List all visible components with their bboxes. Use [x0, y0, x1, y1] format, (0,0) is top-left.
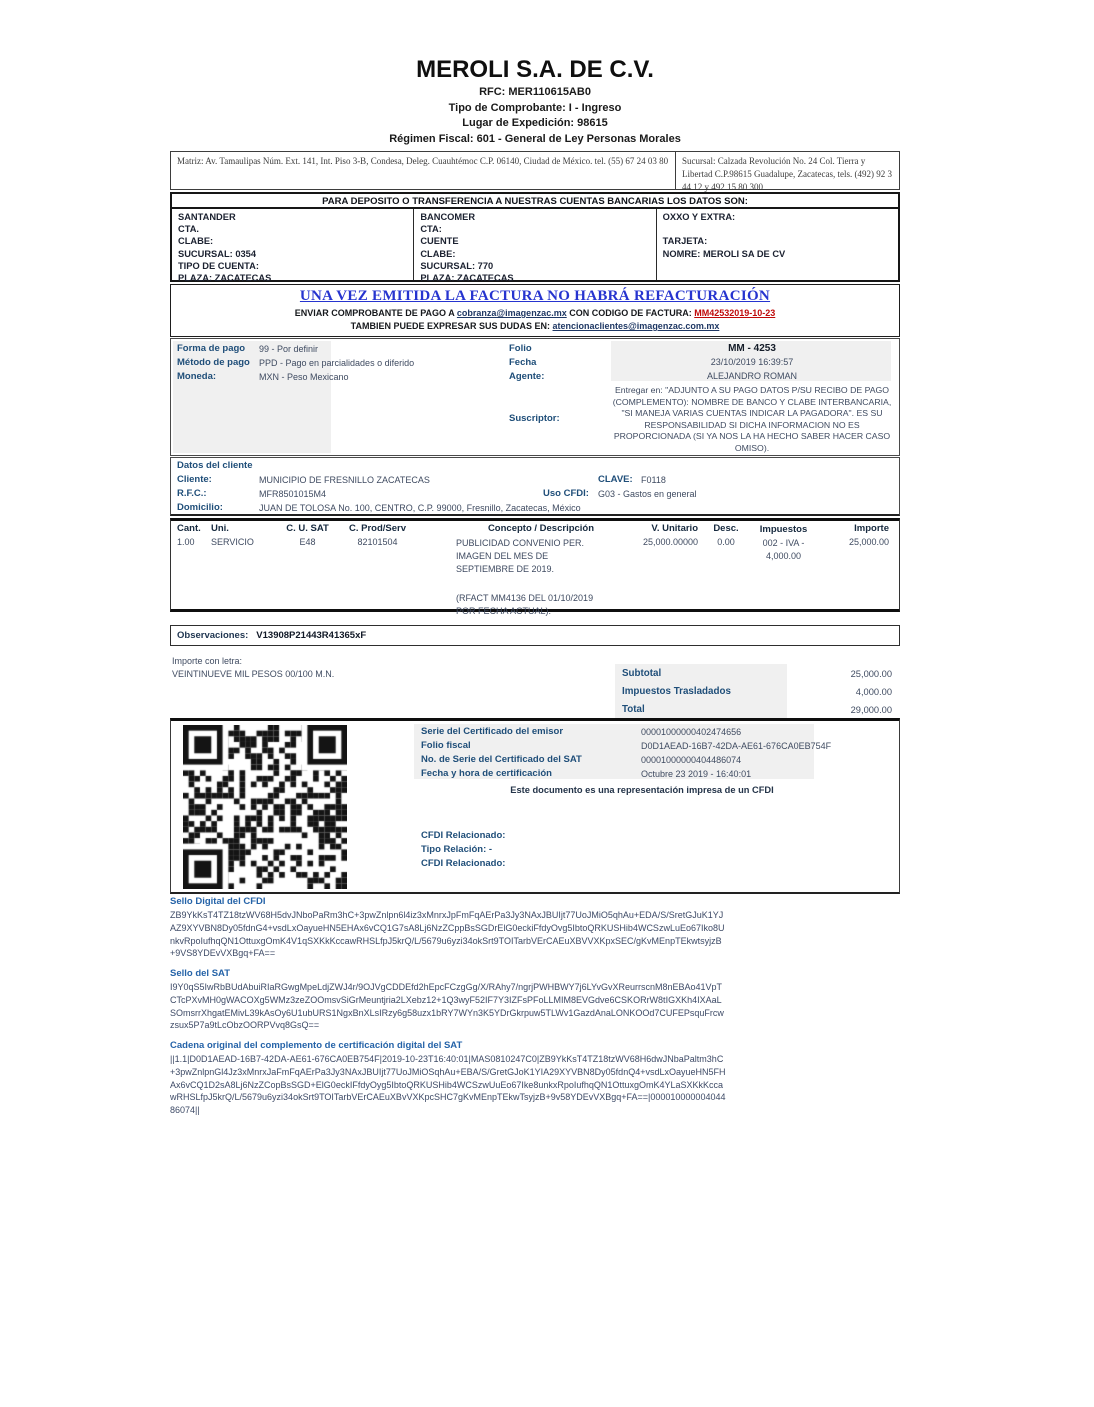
bank-field: CLABE:	[420, 248, 456, 259]
serie-sat-value: 00001000000404486074	[641, 755, 742, 765]
atencion-email-link[interactable]: atencionaclientes@imagenzac.com.mx	[552, 321, 720, 331]
forma-pago-label: Forma de pago	[177, 343, 246, 354]
bank-name: BANCOMER	[420, 212, 476, 222]
cfdi-relacionado-label-2: CFDI Relacionado:	[421, 858, 506, 869]
payment-info-box	[170, 338, 900, 456]
items-table	[170, 518, 900, 616]
cobranza-email-link[interactable]: cobranza@imagenzac.mx	[456, 308, 567, 318]
item-uni: SERVICIO	[211, 537, 254, 547]
item-importe: 25,000.00	[848, 537, 889, 547]
item-cant: 1.00	[177, 537, 195, 547]
total-value: 29,000.00	[850, 705, 892, 715]
observations-box	[170, 625, 900, 646]
col-header-vunitario: V. Unitario	[651, 523, 698, 534]
folio-fiscal-value: D0D1AEAD-16B7-42DA-AE61-676CA0EB754F	[641, 741, 832, 751]
observations-label: Observaciones:	[177, 630, 249, 641]
rfc-line: RFC: MER110615AB0	[479, 86, 591, 98]
folio-label: Folio	[509, 343, 532, 354]
bank-field: CLABE:	[178, 236, 214, 247]
col-header-prodserv: C. Prod/Serv	[348, 523, 407, 534]
cfdi-representation-note: Este documento es una representación impresa de un CFDI	[510, 785, 774, 795]
forma-pago-value: 99 - Por definir	[259, 344, 319, 354]
moneda-value: MXN - Peso Mexicano	[259, 372, 349, 382]
sello-sat-value: I9Y0qS5IwRbBUdAbuiRIaRGwgMpeLdjZWJ4r/9OJVgCDDEfd2hEpcFCzgGg/X/RAhy7/ngrjPWHBWY7j6LYvGvXReurrscnM8nEBAo41VpTCTcPXvMH0gWACOXg5WMz3zeZOOmsvSiGrMeuntjria2LXebz12+1Q3wyF52IF7Y3IZFsPFoLLMIM8EVGdve6CSKORrW8tIGXKh4IXAaLSOmsrrXhgatEMivL39kAsOy6U1ubURS1NgxBnXLsIRzy6g58uzx1bRY7WYn3K5YDrGkrpuw5TLWv1GazdAnaLONKOOd7CUFEPsquFrcwzsux5P7a9tLcObzOORPVvq8GsQ==	[170, 982, 724, 1031]
regimen-fiscal: Régimen Fiscal: 601 - General de Ley Personas Morales	[389, 132, 681, 145]
no-refacturacion-notice	[170, 284, 900, 337]
col-header-impuestos: Impuestos	[759, 524, 808, 535]
bank-column-santander	[172, 209, 414, 284]
serie-emisor-label: Serie del Certificado del emisor	[421, 726, 564, 737]
bank-field: TIPO DE CUENTA:	[178, 260, 259, 271]
sello-sat-label: Sello del SAT	[170, 968, 231, 979]
bank-field: SUCURSAL: 770	[420, 260, 494, 271]
bank-section-title: PARA DEPOSITO O TRANSFERENCIA A NUESTRAS CUENTAS BANCARIAS LOS DATOS SON:	[172, 194, 898, 209]
domicilio-label: Domicilio:	[177, 502, 223, 513]
total-label: Total	[622, 704, 645, 715]
serie-emisor-value: 00001000000402474656	[641, 727, 742, 737]
importe-letra-label: Importe con letra:	[172, 656, 243, 666]
uso-cfdi-value: G03 - Gastos en general	[598, 489, 697, 499]
col-header-desc: Desc.	[713, 523, 739, 534]
rfc-label: R.F.C.:	[177, 488, 207, 499]
bank-field: PLAZA: ZACATECAS	[420, 273, 514, 284]
fecha-value: 23/10/2019 16:39:57	[710, 357, 794, 367]
suscriptor-label: Suscriptor:	[509, 413, 560, 424]
serie-sat-label: No. de Serie del Certificado del SAT	[421, 754, 582, 765]
folio-value: MM - 4253	[728, 343, 776, 354]
subtotal-label: Subtotal	[622, 668, 662, 679]
bank-columns	[172, 209, 898, 284]
notice-title: UNA VEZ EMITIDA LA FACTURA NO HABRÁ REFACTURACIÓN	[299, 288, 771, 304]
importe-letra-value: VEINTINUEVE MIL PESOS 00/100 M.N.	[172, 669, 335, 679]
bank-column-bancomer	[414, 209, 656, 284]
metodo-pago-label: Método de pago	[177, 357, 250, 368]
totals-section	[170, 652, 900, 720]
client-data-box	[170, 457, 900, 516]
item-impuestos-monto: 4,000.00	[765, 551, 802, 561]
sello-cfdi-label: Sello Digital del CFDI	[170, 896, 266, 907]
bank-name: OXXO Y EXTRA:	[662, 212, 736, 222]
client-section-title: Datos del cliente	[177, 460, 253, 471]
bank-field: PLAZA: ZACATECAS	[178, 273, 272, 284]
col-header-uni: Uni.	[211, 523, 229, 534]
cliente-value: MUNICIPIO DE FRESNILLO ZACATECAS	[259, 475, 430, 485]
bank-field: NOMRE: MEROLI SA DE CV	[662, 248, 786, 259]
col-header-concepto: Concepto / Descripción	[487, 523, 595, 534]
bank-name: SANTANDER	[178, 212, 236, 222]
lugar-expedicion: Lugar de Expedición: 98615	[462, 117, 608, 129]
notice-line1-prefix: ENVIAR COMPROBANTE DE PAGO A	[294, 308, 457, 318]
metodo-pago-value: PPD - Pago en parcialidades o diferido	[259, 358, 415, 368]
col-header-cant: Cant.	[177, 523, 201, 534]
tipo-relacion-label: Tipo Relación: -	[421, 844, 493, 855]
cadena-original-value: ||1.1|D0D1AEAD-16B7-42DA-AE61-676CA0EB754F|2019-10-23T16:40:01|MAS0810247C0|ZB9YkKsT4TZ18tzWV68H6dwJNbaPaltm3hC+3pwZnlpnGl4Jz3xMnrxJaFmFqAErPa3Jy3NAxJBUIjt77UoJMiOSqhAu+EBA/S/GretGJoK1YIA29XYVBN8Dy05fdnQ4+vsdLxOayueHN5FHAx6vCQ1D2sA8Lj6NzZCopBsSGD+ElG0eckIFfdyOyg5IbtoQRKUSHib4WCSzwUuEo67Ike8unkxRpoIufhqQN1OttuxgOmK4YLaSXKkKccawRHSLfpJ5krQ/L/5679u6yzi34okSrt9TOITarbVErCAEuXBvVXKpcSHC7gKvMEnpTEkwTsyjzB+9v58YDEvVXBgq+FA==|00001000000404486074||	[170, 1054, 726, 1116]
bank-field: SUCURSAL: 0354	[178, 248, 257, 259]
notice-line2-prefix: TAMBIEN PUEDE EXPRESAR SUS DUDAS EN:	[350, 321, 553, 331]
bank-field: CTA:	[420, 224, 442, 235]
fecha-label: Fecha	[509, 357, 537, 368]
agente-label: Agente:	[509, 371, 545, 382]
invoice-document	[170, 0, 900, 1407]
notice-line-1	[171, 308, 899, 318]
notice-line1-mid: CON CODIGO DE FACTURA:	[566, 308, 695, 318]
item-impuestos	[746, 537, 821, 618]
item-impuestos-tipo: 002 - IVA -	[762, 538, 805, 548]
items-header-row	[171, 523, 899, 536]
item-concepto	[416, 537, 606, 618]
moneda-label: Moneda:	[177, 371, 217, 382]
bank-field: CUENTE	[420, 236, 459, 247]
fecha-certificacion-label: Fecha y hora de certificación	[421, 768, 552, 779]
qr-code	[183, 725, 347, 889]
item-cusat: E48	[299, 537, 316, 547]
sucursal-address: Sucursal: Calzada Revolución No. 24 Col. Tierra y Libertad C.P.98615 Guadalupe, Zacatecas, tels. (492) 92 3 44 12 y 492 15 80 300	[682, 156, 892, 192]
suscriptor-value: Entregar en: "ADJUNTO A SU PAGO DATOS P/SU RECIBO DE PAGO (COMPLEMENTO): NOMBRE DE BANCO Y CLABE INTERBANCARIA, "SI MANEJA VARIAS CUENTAS INDICAR LA PAGADORA". ES SU RESPONSABILIDAD SI DICHA INFORMACION NO ES PROPORCIONADA (SI YA NOS LA HA HECHO SABER HACER CASO OMISO).	[612, 385, 892, 453]
observations-value: V13908P21443R41365xF	[256, 630, 367, 641]
cliente-label: Cliente:	[177, 474, 212, 485]
notice-line-2	[171, 321, 899, 331]
item-vunitario: 25,000.00000	[642, 537, 698, 547]
item-concepto-desc: PUBLICIDAD CONVENIO PER. IMAGEN DEL MES DE SEPTIEMBRE DE 2019.	[456, 538, 585, 574]
certificate-box	[170, 718, 900, 894]
sello-cfdi-value: ZB9YkKsT4TZ18tzWV68H5dvJNboPaRm3hC+3pwZnlpn6l4iz3xMnrxJpFmFqAErPa3Jy3NAxJBUIjt77UoJMiO5qhAu+EDA/S/SretGJuK1YJAZ9XYVBN8Dy05fdnG4+vsdLxOayueHN5EHAx6vCQ1G7sA8Lj6NzZCppBsSGDrElG0eckiFfdyOvg5IbtoQRKUSHib4WCSzwLuEo67Iko8UnkvRpoIufhqQN1OttuxgOmK4V1qSXKkKccawRHSLfpJ5krQ/L/5679u6yzi34okSrt9TOITarbVErCAEuXBVVXKpxSEC/gKvMEnpTEkwtsyjzB+9VS8YDEvVXBgq+FA==	[170, 910, 725, 959]
bank-accounts-box	[170, 192, 900, 282]
matriz-address: Matriz: Av. Tamaulipas Núm. Ext. 141, Int. Piso 3-B, Condesa, Deleg. Cuauhtémoc C.P. 06140, Ciudad de México. tel. (55) 67 24 03 80	[171, 152, 676, 189]
bank-field: TARJETA:	[662, 236, 708, 247]
cadena-original-label: Cadena original del complemento de certificación digital del SAT	[170, 1040, 463, 1051]
address-box	[170, 151, 900, 190]
fecha-certificacion-value: Octubre 23 2019 - 16:40:01	[641, 769, 752, 779]
header-block	[170, 56, 900, 146]
impuestos-trasladados-value: 4,000.00	[855, 687, 892, 697]
agente-value: ALEJANDRO ROMAN	[706, 371, 797, 381]
item-prodserv: 82101504	[357, 537, 398, 547]
col-header-importe: Importe	[854, 523, 889, 534]
bank-field: CTA.	[178, 224, 199, 235]
col-header-cusat: C. U. SAT	[286, 523, 329, 534]
bank-field	[663, 223, 892, 235]
domicilio-value: JUAN DE TOLOSA No. 100, CENTRO, C.P. 99000, Fresnillo, Zacatecas, México	[259, 503, 581, 513]
item-desc: 0.00	[717, 537, 735, 547]
item-concepto-note: (RFACT MM4136 DEL 01/10/2019 POR FECHA ACTUAL).	[456, 593, 594, 616]
uso-cfdi-label: Uso CFDI:	[543, 488, 589, 499]
invoice-code-link[interactable]: MM42532019-10-23	[694, 308, 776, 318]
cfdi-relacionado-label-1: CFDI Relacionado:	[421, 830, 506, 841]
bank-column-oxxo	[657, 209, 898, 280]
subtotal-value: 25,000.00	[850, 669, 892, 679]
clave-value: F0118	[641, 475, 666, 485]
folio-fiscal-label: Folio fiscal	[421, 740, 471, 751]
impuestos-trasladados-label: Impuestos Trasladados	[622, 686, 731, 697]
item-row	[171, 537, 899, 618]
rfc-value: MFR8501015M4	[259, 489, 327, 499]
company-name: MEROLI S.A. DE C.V.	[416, 56, 654, 83]
tipo-comprobante: Tipo de Comprobante: I - Ingreso	[448, 101, 622, 114]
clave-label: CLAVE:	[598, 474, 633, 485]
